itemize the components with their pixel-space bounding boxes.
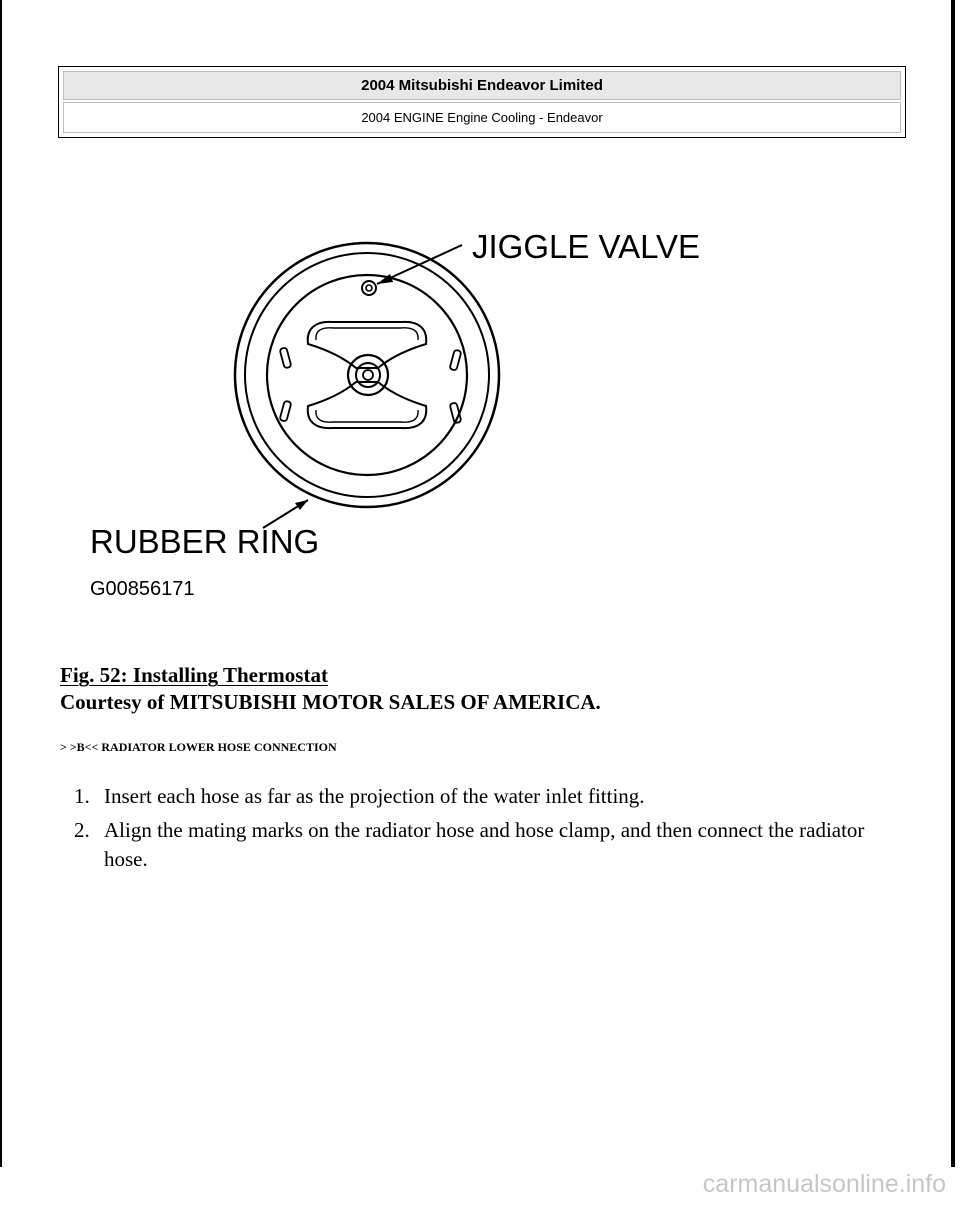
figure-courtesy: Courtesy of MITSUBISHI MOTOR SALES OF AMERICA. xyxy=(60,690,601,714)
step-number: 2. xyxy=(74,818,90,842)
jiggle-valve-outer xyxy=(362,281,376,295)
rubber-ring-outer xyxy=(235,243,499,507)
step-item xyxy=(74,816,904,874)
slot-left-upper xyxy=(280,347,292,368)
header-subtitle: 2004 ENGINE Engine Cooling - Endeavor xyxy=(63,102,901,133)
figure-code: G00856171 xyxy=(90,578,195,600)
step-text: Insert each hose as far as the projection of the water inlet fitting. xyxy=(104,784,645,808)
section-heading: > >B<< RADIATOR LOWER HOSE CONNECTION xyxy=(60,740,337,754)
rubber-ring-arrowhead xyxy=(295,500,308,510)
thermostat-figure xyxy=(60,200,780,620)
document-header xyxy=(58,66,906,138)
watermark: carmanualsonline.info xyxy=(702,1170,946,1198)
step-number: 1. xyxy=(74,784,90,808)
slot-right-upper xyxy=(450,350,462,371)
header-title: 2004 Mitsubishi Endeavor Limited xyxy=(63,71,901,100)
rubber-ring-label: RUBBER RING xyxy=(90,523,320,560)
step-list xyxy=(74,782,904,879)
step-text: Align the mating marks on the radiator hose and hose clamp, and then connect the radiator hose. xyxy=(104,818,865,871)
page-border-left xyxy=(0,0,2,1167)
center-hub-inner xyxy=(363,370,373,380)
jiggle-valve-inner xyxy=(366,285,372,291)
page-border-right xyxy=(951,0,955,1167)
slot-left-lower xyxy=(280,401,292,422)
step-item xyxy=(74,782,904,811)
center-hub-mid xyxy=(356,363,380,387)
jiggle-valve-label: JIGGLE VALVE xyxy=(472,228,701,265)
center-hub-outer xyxy=(348,355,388,395)
figure-caption: Fig. 52: Installing Thermostat xyxy=(60,663,328,687)
thermostat-flange xyxy=(267,275,467,475)
